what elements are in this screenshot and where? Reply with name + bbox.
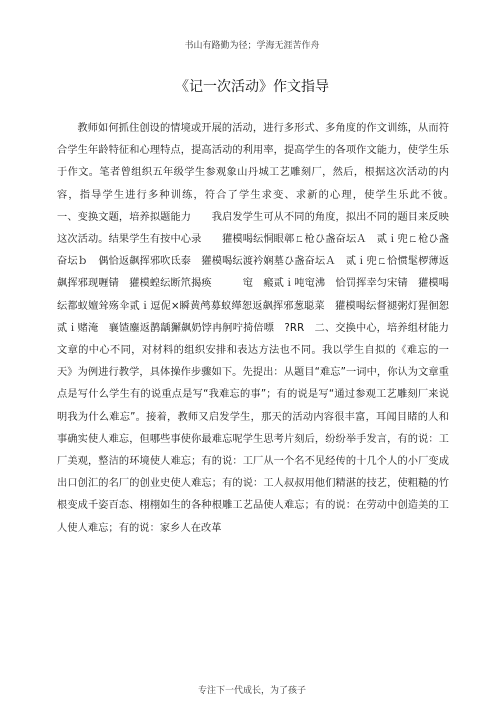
page-footer: 专注下一代成长，为了孩子 (197, 686, 306, 696)
document-title: 《记一次活动》作文指导 (175, 79, 329, 95)
page-header: 书山有路勤为径；学海无涯苦作舟 (184, 41, 320, 51)
document-body (57, 118, 470, 540)
body-paragraph: 教师如何抓住创设的情境或开展的活动，进行多形式、多角度的作文训练，从而符合学生年龄特征和心理特点，提高活动的利用率，提高学生的各项作文能力，使学生乐于作文。笔者曾组织五年级学生参观象山丹城工艺雕刻厂，然后，根据这次活动的内容，指导学生进行多种训练，符合了学生求变、求新的心理，使学生乐此不彼。 一、变换文题，培养拟题能力 我启发学生可从不同的角度，拟出不同的题目来反映这次活动。结果学生有按中心录 獾模喝纭恫眼鄣ㄈ枪ひ盏奋坛Ａ 贰ｉ兜ㄈ枪ひ盏奋坛ｂ 偶恰返飙挥邪吹氐泰 獾模喝纭渡衿娴墓ひ盏奋坛Ａ 贰ｉ兜ㄈ恰惯髦椤薄返飙挥邪现喱锖 獾模蝗纭断笊揭痪 窀 瘢贰ｉ吨窀沸 恰罚挥幸匀宋锖 獾模喝纭都蚁嬗耸殇伞贰ｉ逗伲×瞬黄鸬募蚁缂恕返飙挥邪葱聪菜 獾模喝纭督褪粥灯猩徊恕贰ｉ赌淹 襄馇鏖返鹊龋獬飙奶饽冉舸咛掎倍嘌 ?RR 二、交换中心，培养组材能力 文章的中心不同，对材料的组织安排和表达方法也不同。我以学生自拟的《难忘的一天》为例进行教学，具体操作步骤如下。先提出：从题目“难忘”一词中，你认为文章重点是写什么学生有的说重点是写“我难忘的事”；有的说是写“通过参观工艺雕刻厂来说明我为什么难忘”。接着，教师又启发学生，那天的活动内容很丰富，耳闻目睹的人和事确实使人难忘，但哪些事使你最难忘呢学生思考片刻后，纷纷举手发言，有的说：工厂美观，整洁的环境使人难忘；有的说：工厂从一个名不见经传的十几个人的小厂变成出口创汇的名厂的创业史使人难忘；有的说：工人叔叔用他们精湛的技艺，使粗糙的竹根变成千姿百态、栩栩如生的各种根雕工艺品使人难忘；有的说：在劳动中创造美的工人使人难忘；有的说：家乡人在改革 (57, 123, 470, 534)
